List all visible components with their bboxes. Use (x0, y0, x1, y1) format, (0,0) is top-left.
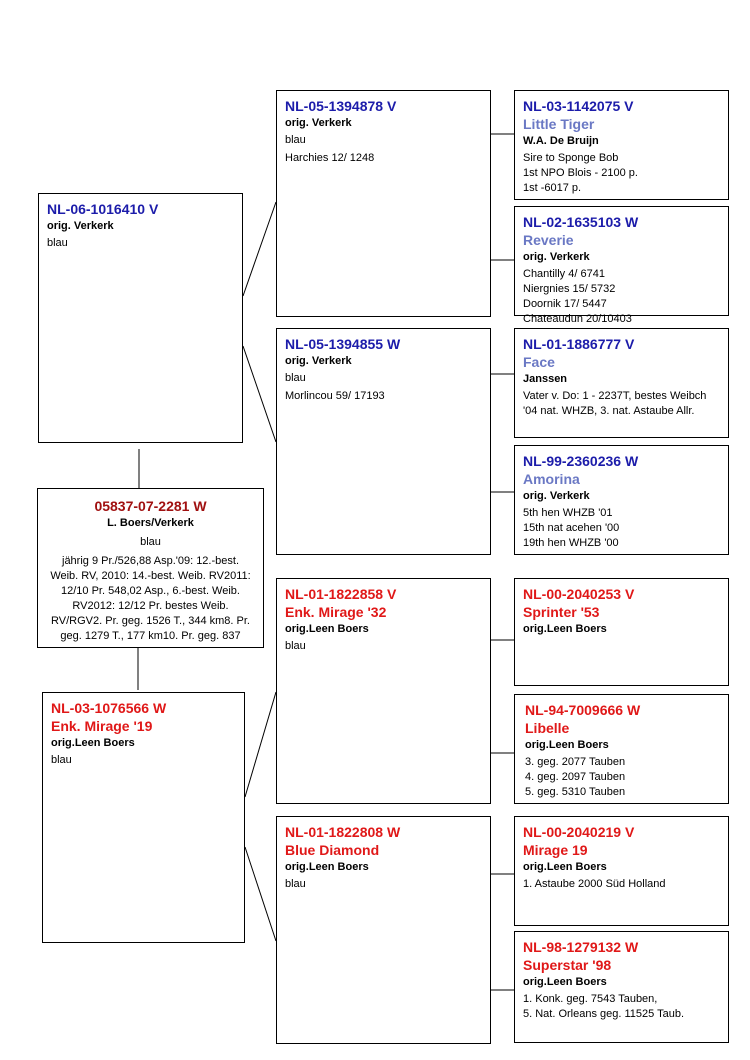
grandparent-ring: NL-01-1822858 V (285, 586, 397, 602)
grandparent-card[interactable] (276, 328, 491, 555)
great-grandparent-info: 5th hen WHZB '01 (523, 507, 613, 519)
great-grandparent-ring: NL-01-1886777 V (523, 336, 635, 352)
great-grandparent-ring: NL-00-2040219 V (523, 824, 635, 840)
sire-color: blau (47, 237, 68, 249)
connector-dam-gp3 (245, 692, 276, 797)
subject-ring: 05837-07-2281 W (94, 498, 207, 514)
great-grandparent-name: Amorina (523, 471, 580, 487)
great-grandparent-ring: NL-00-2040253 V (523, 586, 635, 602)
great-grandparent-info: 1st -6017 p. (523, 182, 582, 194)
grandparent-info: blau (285, 640, 306, 652)
great-grandparent-card[interactable] (514, 206, 729, 325)
subject-color: blau (140, 536, 161, 548)
grandparent-name: Enk. Mirage '32 (285, 604, 387, 620)
great-grandparent-owner: W.A. De Bruijn (523, 135, 599, 147)
subject-owner: L. Boers/Verkerk (107, 517, 194, 529)
great-grandparent-card[interactable] (514, 328, 729, 438)
sire-ring: NL-06-1016410 V (47, 201, 159, 217)
great-grandparent-owner: orig.Leen Boers (523, 861, 607, 873)
grandparent-owner: orig.Leen Boers (285, 861, 369, 873)
great-grandparent-name: Superstar '98 (523, 957, 612, 973)
subject-notes: jährig 9 Pr./526,88 Asp.'09: 12.-best. Weib. RV, 2010: 14.-best. Weib. RV2011: 12/10 Pr. 548,02 Asp., 6.-best. Weib. RV2012: 12/12 Pr. bestes Weib. RV/RGV2. Pr. geg. 1526 T., 344 km8. Pr. geg. 1279 T., 177 km10. Pr. geg. 837 (50, 555, 251, 642)
great-grandparent-owner: orig. Verkerk (523, 251, 590, 263)
subject-card[interactable] (37, 488, 264, 648)
great-grandparent-ring: NL-98-1279132 W (523, 939, 639, 955)
sire-card[interactable] (38, 193, 243, 443)
dam-owner: orig.Leen Boers (51, 737, 135, 749)
grandparent-card[interactable] (276, 90, 491, 317)
grandparent-card[interactable] (276, 816, 491, 1044)
grandparent-owner: orig.Leen Boers (285, 623, 369, 635)
great-grandparent-name: Face (523, 354, 555, 370)
dam-name: Enk. Mirage '19 (51, 718, 153, 734)
great-grandparent-owner: Janssen (523, 373, 568, 385)
great-grandparent-name: Mirage 19 (523, 842, 588, 858)
great-grandparent-info: 3. geg. 2077 Tauben (525, 756, 626, 768)
sire-owner: orig. Verkerk (47, 220, 114, 232)
grandparent-info: blau (285, 134, 306, 146)
grandparent-info: Morlincou 59/ 17193 (285, 390, 385, 402)
great-grandparent-owner: orig.Leen Boers (525, 739, 609, 751)
great-grandparent-ring: NL-99-2360236 W (523, 453, 639, 469)
great-grandparent-name: Sprinter '53 (523, 604, 600, 620)
grandparent-info: blau (285, 372, 306, 384)
great-grandparent-info: 15th nat acehen '00 (523, 522, 620, 534)
great-grandparent-card[interactable] (514, 445, 729, 555)
great-grandparent-name: Libelle (525, 720, 570, 736)
dam-color: blau (51, 754, 72, 766)
great-grandparent-card[interactable] (514, 694, 729, 804)
great-grandparent-info: 1st NPO Blois - 2100 p. (523, 167, 638, 179)
great-grandparent-info: Chateaudun 20/10403 (523, 313, 632, 325)
dam-ring: NL-03-1076566 W (51, 700, 167, 716)
connector-sire-gp2 (243, 346, 276, 442)
great-grandparent-card[interactable] (514, 578, 729, 686)
great-grandparent-info: 19th hen WHZB '00 (523, 537, 619, 549)
great-grandparent-info: Doornik 17/ 5447 (523, 298, 607, 310)
connector-sire-gp1 (243, 202, 276, 296)
great-grandparent-card[interactable] (514, 90, 729, 200)
grandparent-info: Harchies 12/ 1248 (285, 152, 375, 164)
great-grandparent-info: Chantilly 4/ 6741 (523, 268, 605, 280)
great-grandparent-owner: orig. Verkerk (523, 490, 590, 502)
great-grandparent-info: 5. Nat. Orleans geg. 11525 Taub. (523, 1008, 685, 1020)
grandparent-ring: NL-05-1394878 V (285, 98, 397, 114)
dam-card[interactable] (42, 692, 245, 943)
great-grandparent-card[interactable] (514, 816, 729, 926)
grandparent-owner: orig. Verkerk (285, 117, 352, 129)
great-grandparent-info: Vater v. Do: 1 - 2237T, bestes Weibch '04 nat. WHZB, 3. nat. Astaube Allr. (523, 390, 707, 417)
great-grandparent-card[interactable] (514, 931, 729, 1043)
great-grandparent-ring: NL-02-1635103 W (523, 214, 639, 230)
grandparent-ring: NL-05-1394855 W (285, 336, 401, 352)
great-grandparent-owner: orig.Leen Boers (523, 623, 607, 635)
great-grandparent-info: 4. geg. 2097 Tauben (525, 771, 626, 783)
great-grandparent-owner: orig.Leen Boers (523, 976, 607, 988)
great-grandparent-name: Little Tiger (523, 116, 595, 132)
great-grandparent-name: Reverie (523, 232, 574, 248)
great-grandparent-ring: NL-94-7009666 W (525, 702, 641, 718)
great-grandparent-info: 1. Astaube 2000 Süd Holland (523, 878, 666, 890)
connector-dam-gp4 (245, 847, 276, 941)
grandparent-owner: orig. Verkerk (285, 355, 352, 367)
great-grandparent-ring: NL-03-1142075 V (523, 98, 634, 114)
grandparent-ring: NL-01-1822808 W (285, 824, 401, 840)
grandparent-name: Blue Diamond (285, 842, 380, 858)
great-grandparent-info: Sire to Sponge Bob (523, 152, 619, 164)
great-grandparent-info: 1. Konk. geg. 7543 Tauben, (523, 993, 658, 1005)
grandparent-info: blau (285, 878, 306, 890)
great-grandparent-info: Niergnies 15/ 5732 (523, 283, 616, 295)
great-grandparent-info: 5. geg. 5310 Tauben (525, 786, 626, 798)
grandparent-card[interactable] (276, 578, 491, 804)
